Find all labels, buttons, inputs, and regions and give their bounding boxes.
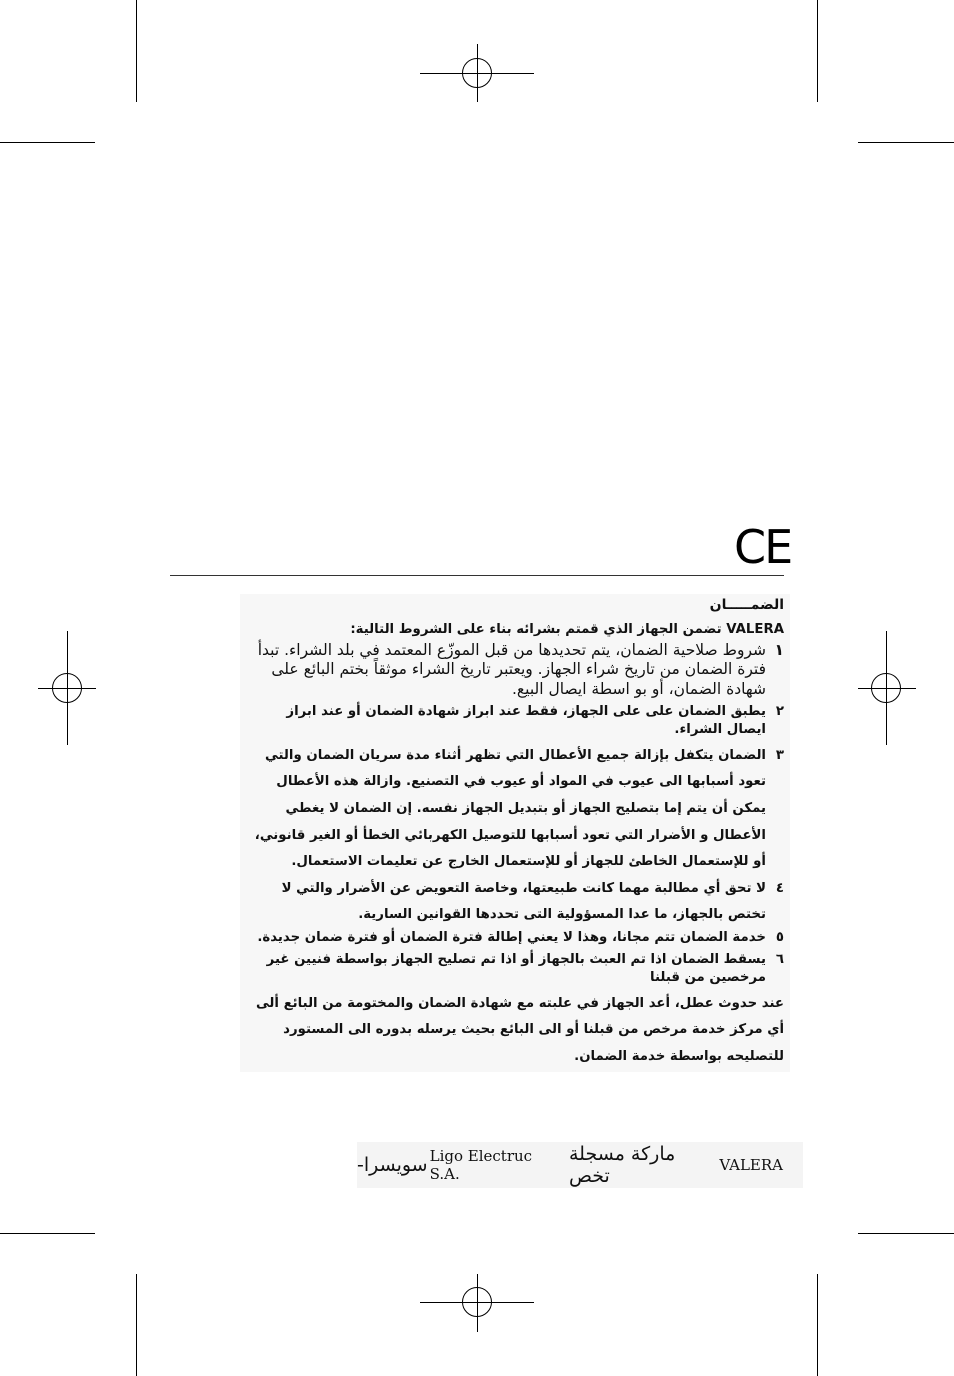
warranty-item [244, 929, 784, 947]
registration-circle-left [52, 673, 82, 703]
crop-mark-bottom-right-v [817, 1274, 818, 1376]
item-text: شروط صلاحية الضمان، يتم تحديدها من قبل الموزّع المعتمد في بلد الشراء. تبدأ فترة الضمان من تاريخ شراء الجهاز. ويعتبر تاريخ الشراء موثقاً بختم البائع على شهادة الضمان، أو بو اسطة ايصال البيع. [257, 640, 766, 698]
item-number: ٣ [775, 747, 784, 763]
footer-company: Ligo Electruc S.A. [429, 1147, 533, 1183]
divider [170, 575, 784, 576]
item-text: خدمة الضمان تتم مجانا، وهذا لا يعني إطالة فترة الضمان أو فترة ضمان جديدة. [257, 929, 766, 945]
item-text: يسقط الضمان اذا تم العبث بالجهاز أو اذا تم تصليح الجهاز بواسطة فنيين غير مرخصين من قبلنا [266, 951, 766, 985]
registration-circle-top [462, 58, 492, 88]
warranty-item [244, 876, 784, 929]
item-number: ٦ [775, 951, 784, 967]
warranty-item [244, 743, 784, 876]
crop-mark-top-left-h [0, 142, 95, 143]
crop-mark-bottom-left-h [0, 1233, 95, 1234]
footer-brand: VALERA [719, 1156, 783, 1174]
footer-country: -سويسرا [357, 1154, 428, 1176]
warranty-closing: عند حدوث عطل، أعد الجهاز في علبته مع شهادة الضمان والمختومة من البائع ألى أي مركز خدمة مرخص من قبلنا أو الى البائع بحيث يرسله بدوره الى المستورد للتصليحه بواسطة خدمة الضمان. [255, 995, 784, 1064]
warranty-section [240, 594, 790, 1072]
crop-mark-top-left-v [136, 0, 137, 102]
crop-mark-top-right-v [817, 0, 818, 102]
crop-mark-bottom-right-h [858, 1233, 954, 1234]
warranty-item [244, 641, 784, 699]
item-number: ١ [774, 640, 784, 659]
ce-mark: CE [734, 520, 792, 574]
trademark-footer [357, 1142, 803, 1188]
item-number: ٥ [775, 929, 784, 945]
item-text: لا تحق أي مطالبة مهما كانت طبيعتها، وخاصة التعويض عن الأضرار والتي لا تختص بالجهاز، ما عدا المسؤولية التى تحددها القوانين السارية. [281, 880, 766, 923]
registration-circle-right [871, 673, 901, 703]
warranty-intro: VALERA تضمن الجهاز الذي قمتم بشرائه بناء على الشروط التالية: [350, 621, 784, 637]
crop-mark-bottom-left-v [136, 1274, 137, 1376]
item-number: ٤ [775, 880, 784, 896]
footer-arabic-trademark: ماركة مسجلة تخص [569, 1143, 676, 1187]
crop-mark-top-right-h [858, 142, 954, 143]
warranty-item [244, 703, 784, 739]
registration-circle-bottom [462, 1287, 492, 1317]
item-text: يطبق الضمان على على الجهاز، فقط عند ابراز شهادة الضمان أو عند ابراز ايصال الشراء. [286, 703, 766, 737]
item-number: ٢ [775, 703, 784, 719]
warranty-heading: الضمـــــان [709, 597, 784, 613]
item-text: الضمان يتكفل بإزالة جميع الأعطال التي تظهر أثناء مدة سريان الضمان والتي تعود أسبابها الى عيوب في المواد أو عيوب في التصنيع. وازالة هذه الأعطال يمكن أن يتم إما بتصليح الجهاز أو بتبديل الجهاز نفسه. إن الضمان لا يغطي الأعطال و الأضرار التي تعود أسبابها للتوصيل الكهربائي الخطأ أو الغير قانوني، أو للإستعمال الخاطئ للجهاز أو للإستعمال الخارج عن تعليمات الاستعمال. [254, 747, 766, 870]
warranty-item [244, 951, 784, 987]
